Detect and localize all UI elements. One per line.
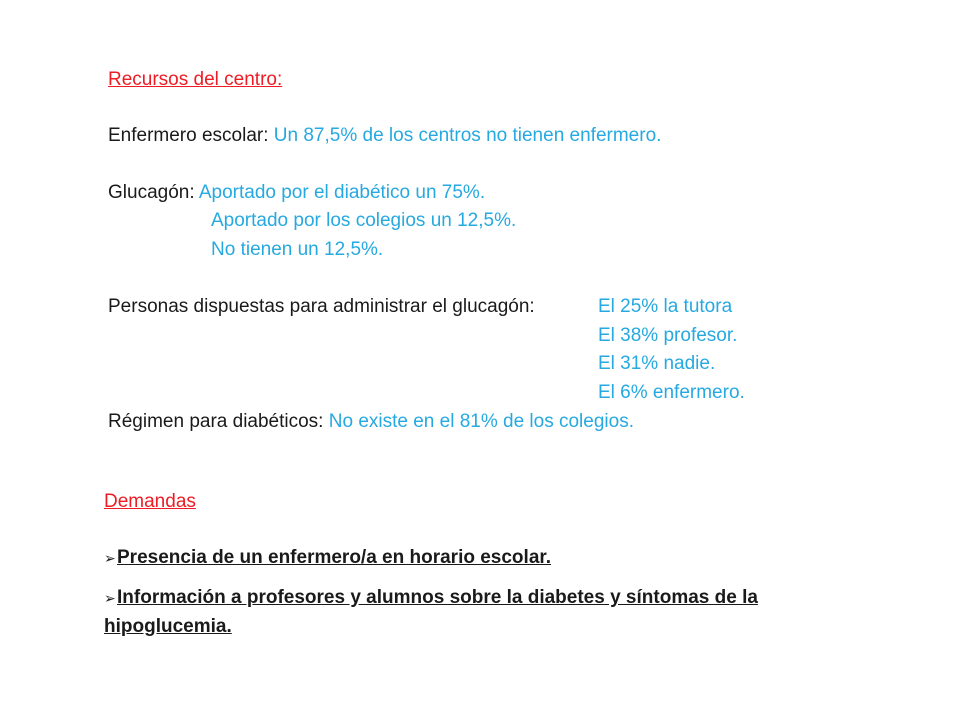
glucagon-value-2: Aportado por los colegios un 12,5%. — [211, 210, 517, 231]
glucagon-line — [108, 183, 485, 202]
regimen-value: No existe en el 81% de los colegios. — [328, 411, 634, 432]
glucagon-value-3: No tienen un 12,5%. — [211, 239, 384, 260]
arrow-bullet-icon: ➢ — [104, 590, 116, 606]
enfermero-line — [108, 126, 661, 145]
demandas-heading: Demandas — [104, 491, 196, 512]
regimen-label: Régimen para diabéticos: — [108, 411, 329, 432]
personas-value-3: El 31% nadie. — [598, 353, 716, 374]
glucagon-label: Glucagón: — [108, 182, 199, 203]
personas-value-1: El 25% la tutora — [598, 296, 733, 317]
personas-value-2: El 38% profesor. — [598, 325, 738, 346]
demanda-item-1-text: Presencia de un enfermero/a en horario escolar. — [117, 547, 552, 568]
enfermero-label: Enfermero escolar: — [108, 125, 274, 146]
enfermero-value: Un 87,5% de los centros no tienen enfermero. — [273, 125, 662, 146]
demanda-item-2 — [104, 588, 758, 607]
personas-line — [108, 297, 535, 316]
arrow-bullet-icon: ➢ — [104, 550, 116, 566]
demanda-item-2-text: Información a profesores y alumnos sobre la diabetes y síntomas de la — [117, 587, 758, 608]
personas-label: Personas dispuestas para administrar el glucagón: — [108, 296, 535, 317]
recursos-heading: Recursos del centro: — [108, 69, 283, 90]
demanda-item-1 — [104, 548, 551, 567]
personas-value-4: El 6% enfermero. — [598, 382, 745, 403]
regimen-line — [108, 412, 634, 431]
demanda-item-2-continuation: hipoglucemia. — [104, 616, 232, 637]
glucagon-value-1: Aportado por el diabético un 75%. — [198, 182, 486, 203]
